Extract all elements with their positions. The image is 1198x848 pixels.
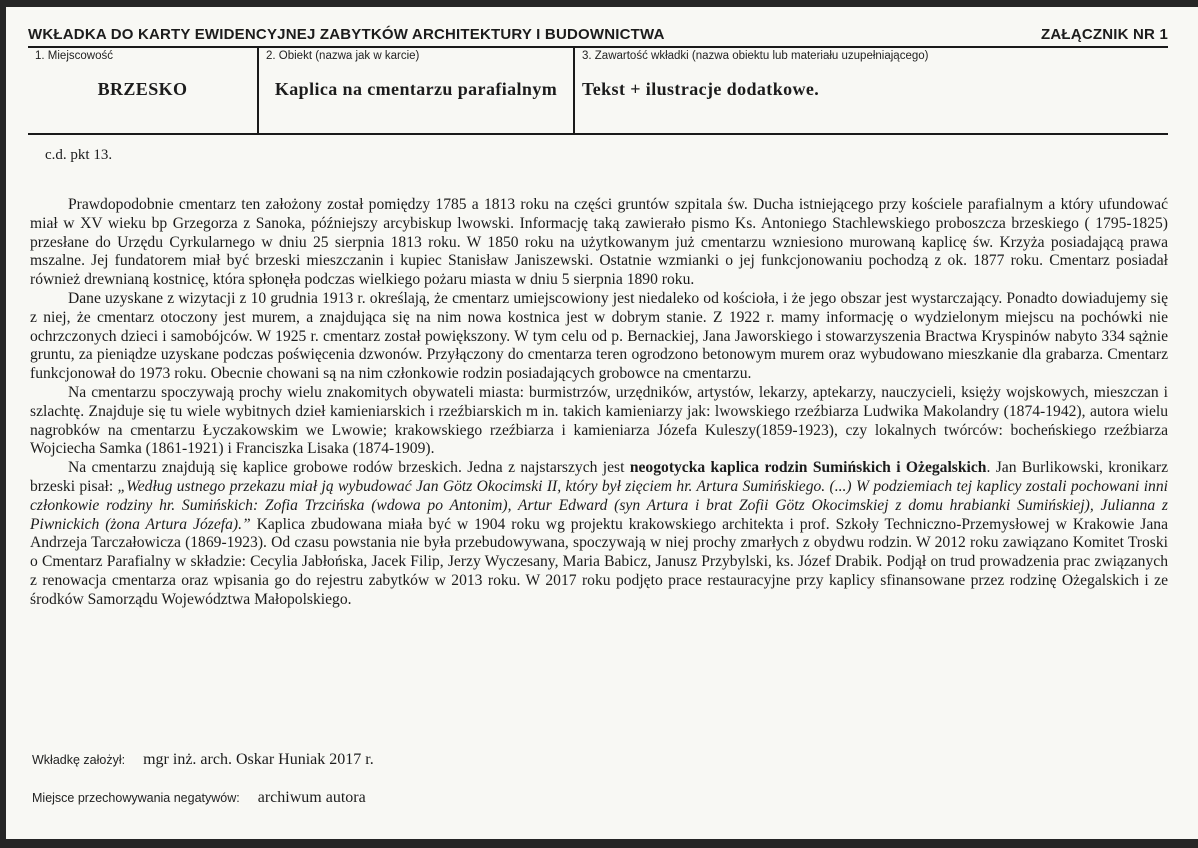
field-miejscowosc-label: 1. Miejscowość xyxy=(35,50,113,62)
page-header xyxy=(28,26,1168,48)
continuation-note: c.d. pkt 13. xyxy=(45,147,113,163)
author-value: mgr inż. arch. Oskar Huniak 2017 r. xyxy=(143,751,374,768)
paragraph-4-quotation: „Według ustnego przekazu miał ją wybudować Jan Götz Okocimski II, który był zięciem hr. Artura Sumińskiego. (...) W podziemiach tej kaplicy zostali pochowani inni członkowie rodziny hr. Sumińskich: Zofia Trzcińska (wdowa po Antonim), Artur Edward (syn Artura i brat Zofii Götz Okocimskiej z domu hrabianki Sumińskiej), Julianna z Piwnickich (żona Artura Józefa).” xyxy=(30,477,1168,533)
paragraph-3: Na cmentarzu spoczywają prochy wielu znakomitych obywateli miasta: burmistrzów, urzędników, artystów, lekarzy, aptekarzy, nauczycieli, księży wojskowych, mieszczan i szlachtę. Znajduje się tu wiele wybitnych dzieł kamieniarskich i rzeźbiarskich m in. takich kamieniarzy jak: lwowskiego rzeźbiarza Ludwika Makolandry (1874-1942), autora wielu nagrobków na cmentarzu Łyczakowskim we Lwowie; krakowskiego rzeźbiarza i kamieniarza Józefa Kuleszy(1859-1923), czy lokalnych twórców: bocheńskiego rzeźbiarza Wojciecha Samka (1861-1921) i Franciszka Lisaka (1874-1909). xyxy=(30,383,1168,458)
paragraph-1: Prawdopodobnie cmentarz ten założony został pomiędzy 1785 a 1813 roku na części gruntów szpitala św. Ducha istniejącego przy kościele parafialnym a który ufundować miał w XV wieku bp Grzegorza z Sanoka, późniejszy arcybiskup lwowski. Informację taką zawierało pismo Ks. Antoniego Stachlewskiego proboszcza brzeskiego ( 1795-1825) przesłane do Urzędu Cyrkularnego w dniu 25 sierpnia 1813 roku. W 1850 roku na użytkowanym już cmentarzu wzniesiono murowaną kaplicę św. Krzyża posiadającą prawa mszalne. Jej fundatorem miał być brzeski mieszczanin i kupiec Stanisław Janiszewski. Ostatnie wzmianki o jej funkcjonowaniu pochodzą z ok. 1877 roku. Cmentarz posiadał również drewnianą kostnicę, która spłonęła podczas wielkiego pożaru miasta w dniu 5 sierpnia 1890 roku. xyxy=(30,196,1168,289)
paragraph-2: Dane uzyskane z wizytacji z 10 grudnia 1913 r. określają, że cmentarz umiejscowiony jest niedaleko od kościoła, i że jego obszar jest wystarczający. Ponadto dowiadujemy się z niej, że cmentarz otoczony jest murem, a znajdująca się na nim nowa kostnica jest w dobrym stanie. Z 1922 r. mamy informację o wydzielonym miejscu na pochówki nie ochrzczonych dzieci i samobójców. W 1925 r. cmentarz został powiększony. W tym celu od p. Bernackiej, Jana Jaworskiego i stowarzyszenia Bractwa Kryspinów nabyto 334 sążnie gruntu, za pieniądze uzyskane podczas poświęcenia dzwonów. Przyłączony do cmentarza teren ogrodzono betonowym murem oraz wybudowano mieszkanie dla grabarza. Cmentarz funkcjonował do 1973 roku. Obecnie chowani są na nim członkowie rodzin posiadających grobowce na cmentarzu. xyxy=(30,289,1168,383)
field-miejscowosc xyxy=(28,47,257,133)
paragraph-4 xyxy=(30,459,1168,609)
field-zawartosc-label: 3. Zawartość wkładki (nazwa obiektu lub materiału uzupełniającego) xyxy=(582,50,929,62)
negatives-label: Miejsce przechowywania negatywów: xyxy=(32,791,240,805)
scan-edge-bottom xyxy=(0,839,1198,848)
page-title: WKŁADKA DO KARTY EWIDENCYJNEJ ZABYTKÓW ARCHITEKTURY I BUDOWNICTWA xyxy=(28,26,665,43)
paragraph-4-lead: Na cmentarzu znajdują się kaplice grobowe rodów brzeskich. Jedna z najstarszych jest xyxy=(68,459,630,477)
field-miejscowosc-value: BRZESKO xyxy=(97,79,188,99)
scan-edge-left xyxy=(0,0,6,848)
field-obiekt-value: Kaplica na cmentarzu parafialnym xyxy=(274,79,558,99)
field-obiekt-label: 2. Obiekt (nazwa jak w karcie) xyxy=(266,50,420,62)
author-row xyxy=(32,751,374,769)
paragraph-4-mid: . Jan Burlikowski, kronikarz brzeski pisał: xyxy=(30,459,1168,495)
annex-label: ZAŁĄCZNIK NR 1 xyxy=(1041,26,1168,43)
document-body xyxy=(30,196,1168,610)
negatives-row xyxy=(32,789,366,807)
paragraph-4-bold-phrase: neogotycka kaplica rodzin Sumińskich i Ożegalskich xyxy=(629,459,987,477)
author-label: Wkładkę założył: xyxy=(32,753,126,767)
scan-edge-top xyxy=(0,0,1198,7)
field-zawartosc xyxy=(573,47,1168,133)
field-obiekt xyxy=(257,47,573,133)
paragraph-4-tail: Kaplica zbudowana miała być w 1904 roku wg projektu krakowskiego architekta i prof. Szkoły Techniczno-Przemysłowej w Krakowie Jana Andrzeja Tarczałowicza (1869-1923). Od czasu powstania nie była przebudowywana, spoczywają w niej prochy zmarłych z obydwu rodzin. W 2012 roku zawiązano Komitet Troski o Cmentarz Parafialny w składzie: Cecylia Jabłońska, Jacek Filip, Jerzy Wyczesany, Maria Babicz, Janusz Przybylski, ks. Józef Drabik. Podjął on trud prowadzenia prac związanych z renowacja cmentarza oraz wpisania go do rejestru zabytków w 2013 roku. W 2017 roku podjęto prace restauracyjne przy kaplicy sfinansowane przez rodzinę Ożegalskich i ze środków Samorządu Województwa Małopolskiego. xyxy=(30,515,1168,608)
negatives-value: archiwum autora xyxy=(257,789,366,806)
field-zawartosc-value: Tekst + ilustracje dodatkowe. xyxy=(582,79,820,99)
form-table xyxy=(28,47,1168,135)
